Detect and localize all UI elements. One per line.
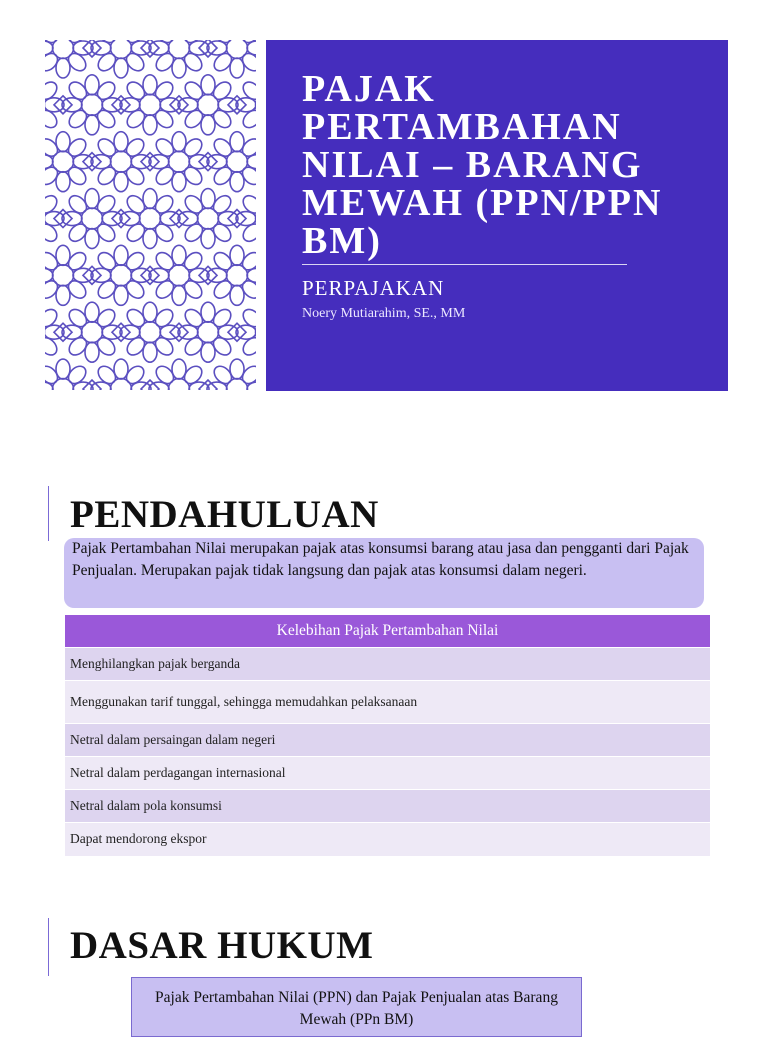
floral-pattern-icon	[45, 40, 256, 390]
flower-motif	[149, 40, 209, 78]
table-row	[65, 681, 710, 724]
flower-motif	[91, 40, 151, 78]
table-cell: Menggunakan tarif tunggal, sehingga memudahkan pelaksanaan	[65, 681, 710, 724]
flower-motif	[91, 359, 151, 390]
table-row	[65, 823, 710, 856]
table-cell: Menghilangkan pajak berganda	[65, 648, 710, 681]
table-row	[65, 724, 710, 757]
table-cell: Netral dalam perdagangan internasional	[65, 757, 710, 790]
flower-motif	[207, 245, 256, 305]
section-accent-bar	[48, 918, 49, 976]
table-row	[65, 648, 710, 681]
subject-label: PERPAJAKAN	[302, 276, 445, 300]
table-cell: Dapat mendorong ekspor	[65, 823, 710, 856]
intro-description: Pajak Pertambahan Nilai merupakan pajak atas konsumsi barang atau jasa dan pengganti dari Pajak Penjualan. Merupakan pajak tidak langsung dan pajak atas konsumsi dalam negeri.	[64, 538, 704, 608]
flower-motif	[45, 132, 93, 192]
table-row	[65, 757, 710, 790]
table-header: Kelebihan Pajak Pertambahan Nilai	[65, 615, 710, 648]
table-cell: Netral dalam persaingan dalam negeri	[65, 724, 710, 757]
flower-motif	[207, 132, 256, 192]
table-cell: Netral dalam pola konsumsi	[65, 790, 710, 823]
advantages-table	[65, 615, 710, 856]
author-name: Noery Mutiarahim, SE., MM	[302, 306, 466, 321]
table-row	[65, 790, 710, 823]
flower-motif	[45, 245, 93, 305]
section-heading-dasar-hukum: DASAR HUKUM	[70, 924, 374, 967]
deck-title: PAJAK PERTAMBAHAN NILAI – BARANG MEWAH (PPN/PPN BM)	[302, 68, 663, 262]
law-callout: Pajak Pertambahan Nilai (PPN) dan Pajak Penjualan atas Barang Mewah (PPn BM)	[131, 977, 582, 1037]
section-heading-pendahuluan: PENDAHULUAN	[70, 493, 379, 536]
title-divider	[302, 264, 627, 265]
floral-pattern-image	[45, 40, 256, 390]
title-slide	[0, 0, 768, 430]
section-accent-bar	[48, 486, 49, 541]
title-panel	[266, 40, 728, 391]
flower-motif	[149, 359, 209, 390]
